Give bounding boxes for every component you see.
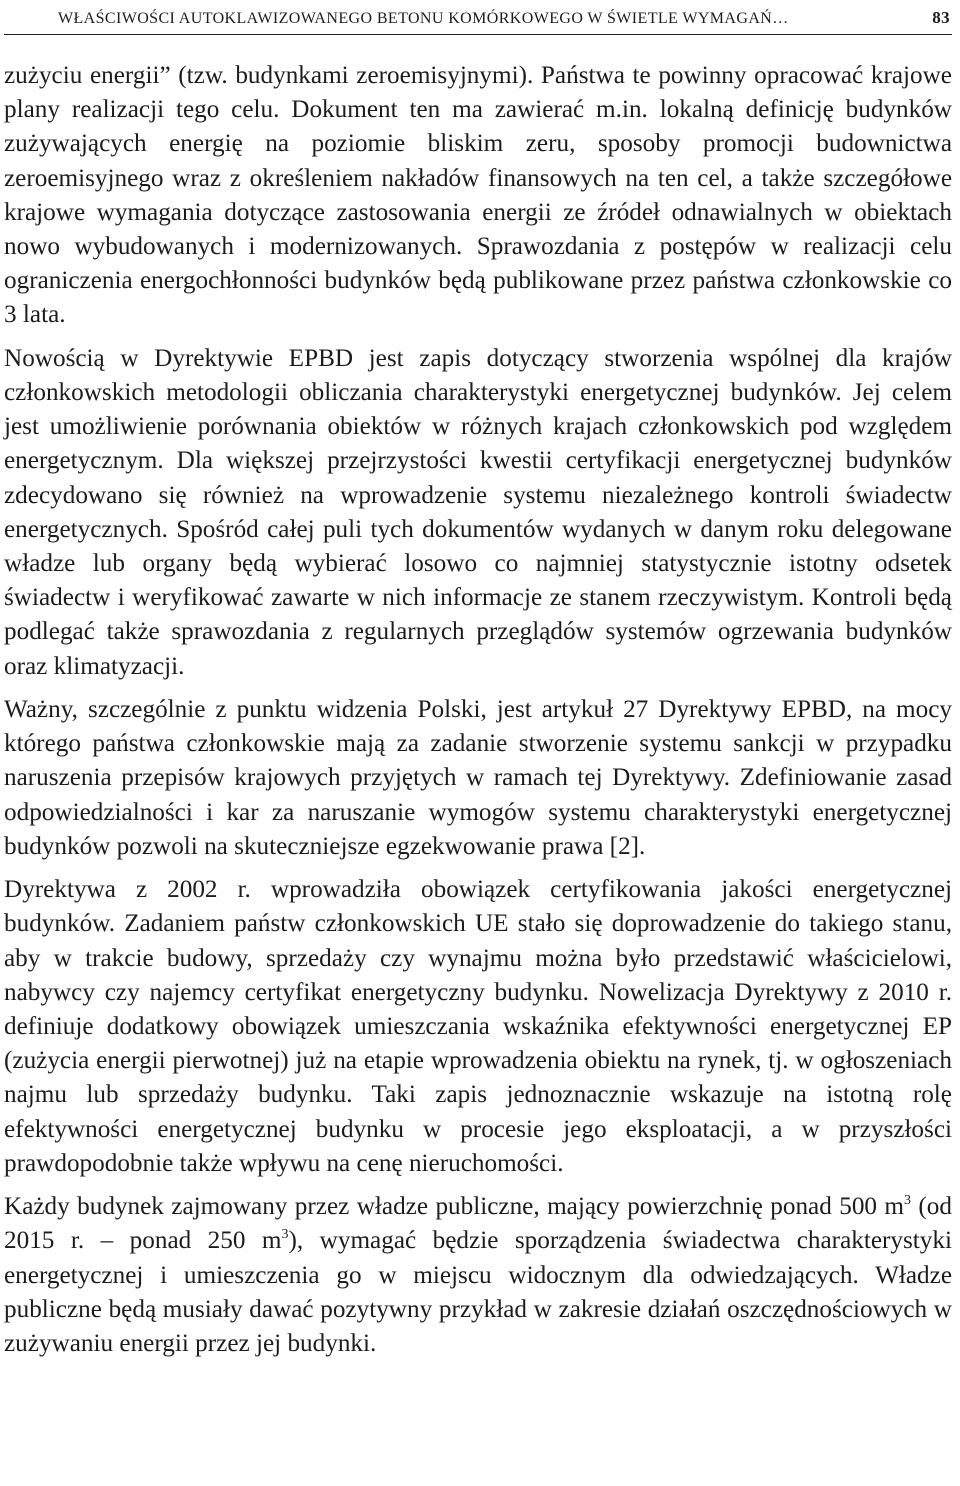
paragraph-text: Każdy budynek zajmowany przez władze publiczne, mający powierzchnię ponad 500 m bbox=[4, 1193, 905, 1221]
paragraph: Ważny, szczególnie z punktu widzenia Polski, jest artykuł 27 Dyrektywy EPBD, na mocy którego państwa członkowskie mają za zadanie stworzenie systemu sankcji w przypadku naruszenia przepisów krajowych przyjętych w ramach tej Dyrektywy. Zdefiniowanie zasad odpowiedzialności i kar za naruszanie wymogów systemu charakterystyki energetycznej budynków pozwoli na skuteczniejsze egzekwowanie prawa [2]. bbox=[4, 696, 952, 860]
superscript: 3 bbox=[281, 1227, 289, 1243]
paragraph: Nowością w Dyrektywie EPBD jest zapis dotyczący stworzenia wspólnej dla krajów członkowskich metodologii obliczania charakterystyki energetycznej budynków. Jej celem jest umożliwienie porównania obiektów w różnych krajach członkowskich pod względem energetycznym. Dla większej przejrzystości kwestii certyfikacji energetycznej budynków zdecydowano się również na wprowadzenie systemu niezależnego kontroli świadectw energetycznych. Spośród całej puli tych dokumentów wydanych w danym roku delegowane władze lub organy będą wybierać losowo co najmniej statystycznie istotny odsetek świadectw i weryfikować zawarte w nich informacje ze stanem rzeczywistym. Kontroli będą podlegać także sprawozdania z regularnych przeglądów systemów ogrzewania budynków oraz klimatyzacji. bbox=[4, 344, 952, 680]
paragraph: zużyciu energii” (tzw. budynkami zeroemisyjnymi). Państwa te powinny opracować krajowe plany realizacji tego celu. Dokument ten ma zawierać m.in. lokalną definicję budynków zużywających energię na poziomie bliskim zeru, sposoby promocji budownictwa zeroemisyjnego wraz z określeniem nakładów finansowych na ten cel, a także szczegółowe krajowe wymagania dotyczące zastosowania energii ze źródeł odnawialnych w obiektach nowo wybudowanych i modernizowanych. Sprawozdania z postępów w realizacji celu ograniczenia energochłonności budynków będą publikowane przez państwa członkowskie co 3 lata. bbox=[4, 62, 952, 329]
running-header bbox=[4, 0, 952, 35]
body-text bbox=[4, 35, 952, 1361]
page-number: 83 bbox=[932, 8, 950, 27]
paragraph: Dyrektywa z 2002 r. wprowadziła obowiązek certyfikowania jakości energetycznej budynków. Zadaniem państw członkowskich UE stało się doprowadzenie do takiego stanu, aby w trakcie budowy, sprzedaży czy wynajmu można było przedstawić właścicielowi, nabywcy czy najemcy certyfikat energetyczny budynku. Nowelizacja Dyrektywy z 2010 r. definiuje dodatkowy obowiązek umieszczania wskaźnika efektywności energetycznej EP (zużycia energii pierwotnej) już na etapie wprowadzenia obiektu na rynek, tj. w ogłoszeniach najmu lub sprzedaży budynku. Taki zapis jednoznacznie wskazuje na istotną rolę efektywności energetycznej budynku w procesie jego eksploatacji, a w przyszłości prawdopodobnie także wpływu na cenę nieruchomości. bbox=[4, 876, 952, 1177]
paragraph-text: ), wymagać będzie sporządzenia świadectwa charakterystyki energetycznej i umieszczenia go w miejscu widocznym dla odwiedzających. Władze publiczne będą musiały dawać pozytywny przykład w zakresie działań oszczędnościowych w zużywaniu energii przez jej budynki. bbox=[4, 1227, 952, 1358]
paragraph-text: (od 2015 r. – ponad 250 m bbox=[4, 1193, 952, 1255]
paragraph bbox=[4, 1190, 952, 1361]
running-title: WŁAŚCIWOŚCI AUTOKLAWIZOWANEGO BETONU KOMÓRKOWEGO W ŚWIETLE WYMAGAŃ… bbox=[58, 10, 789, 27]
superscript: 3 bbox=[904, 1193, 912, 1209]
